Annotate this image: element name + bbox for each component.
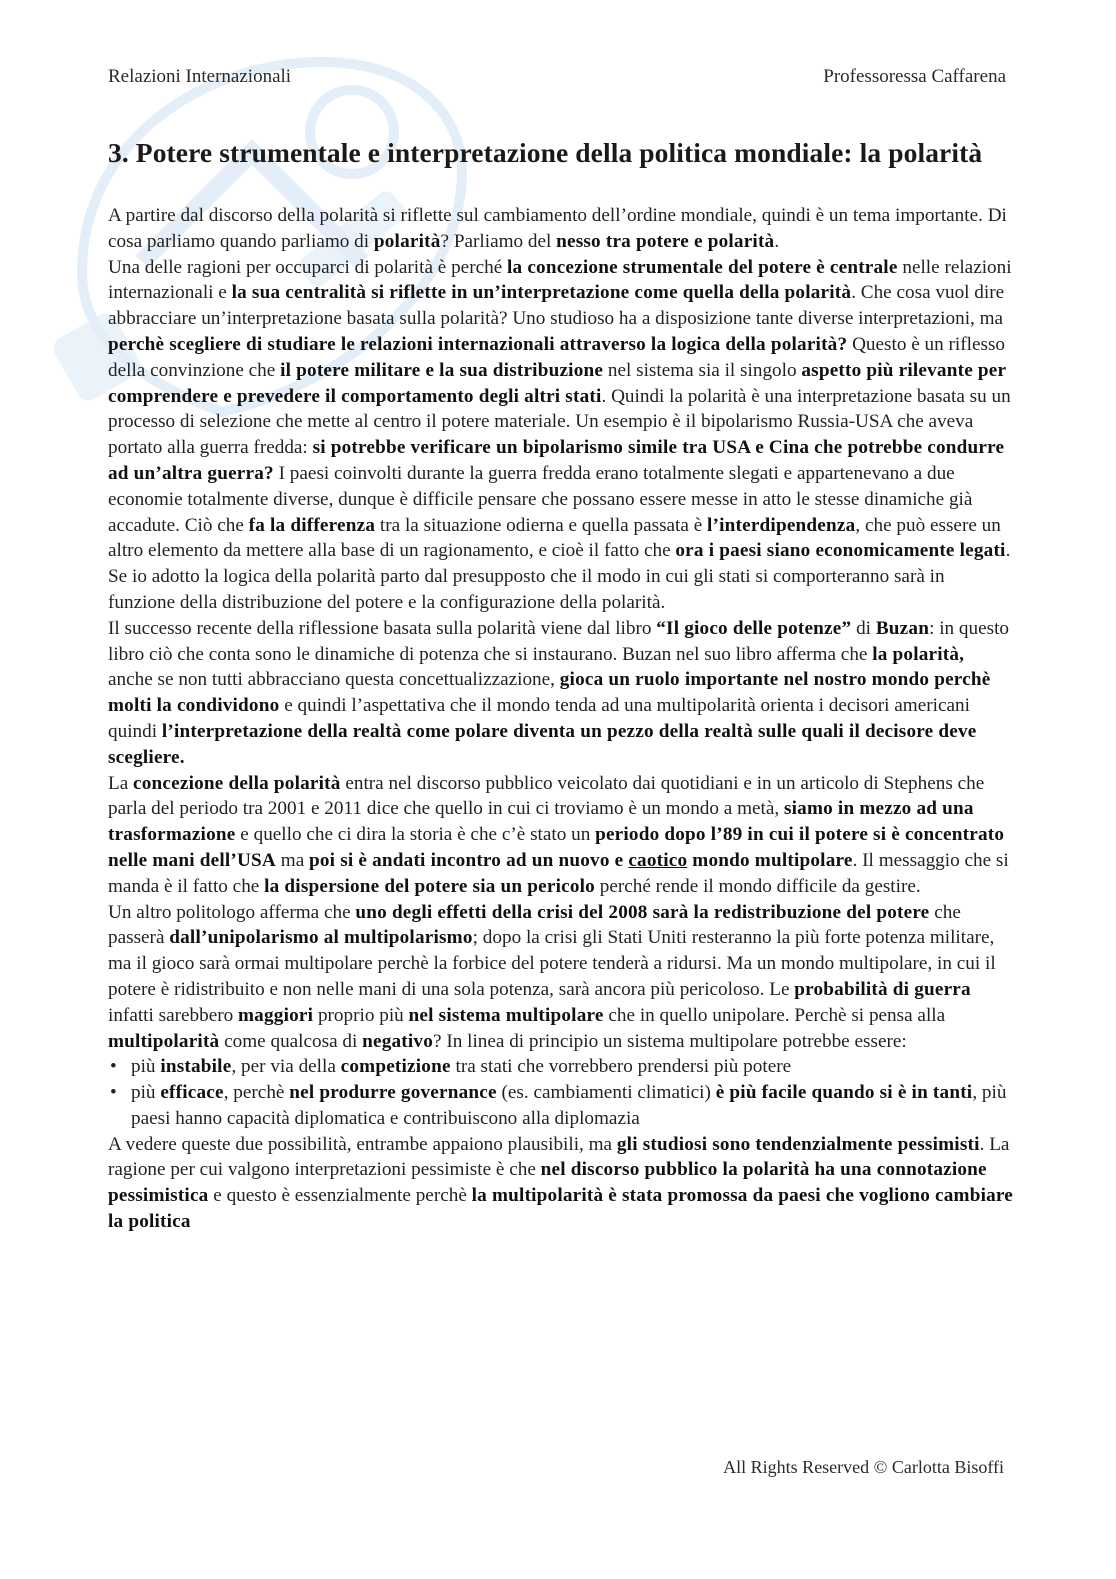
bold-text-run: negativo xyxy=(362,1030,434,1052)
paragraph xyxy=(108,1132,1013,1235)
text-run: . Il messaggio che si manda è il fatto che xyxy=(108,849,1009,897)
copyright-footer: All Rights Reserved © Carlotta Bisoffi xyxy=(723,1457,1004,1477)
list-item xyxy=(108,1054,1013,1080)
running-header xyxy=(108,66,1006,88)
bold-text-run: maggiori xyxy=(238,1004,314,1026)
paragraph xyxy=(108,771,1013,900)
bold-text-run: nel discorso pubblico la polarità ha una connotazione pessimistica xyxy=(108,1159,987,1207)
text-run: Una delle ragioni per occuparci di polarità è perché xyxy=(108,256,508,278)
text-run: entra nel discorso pubblico veicolato dai quotidiani e in un articolo di Stephens che parla del periodo tra 2001 e 2011 dice che quello in cui ci troviamo è un mondo a metà, xyxy=(108,772,985,820)
bold-text-run: siamo in mezzo ad una trasformazione xyxy=(108,798,974,846)
text-run: tra stati che vorrebbero prendersi più potere xyxy=(450,1056,792,1078)
bold-text-run: caotico xyxy=(628,849,688,871)
bold-text-run: la concezione strumentale del potere è centrale xyxy=(507,256,898,278)
text-run: Se io adotto la logica della polarità parto dal presupposto che il modo in cui gli stati si comporteranno sarà in funzione della distribuzione del potere e la configurazione della polarità. xyxy=(108,566,945,613)
text-run: anche se non tutti abbracciano questa concettualizzazione, xyxy=(108,669,560,691)
bold-text-run: perchè scegliere di studiare le relazioni internazionali attraverso la logica della polarità? xyxy=(108,333,848,355)
text-run: ; dopo la crisi gli Stati Uniti resteranno la più forte potenza militare, ma il gioco sarà ormai multipolare perchè la forbice del potere tenderà a ridursi. Ma un mondo multipolare, in cui il potere è ridistribuito e non nelle mani di una sola potenza, sarà ancora più pericoloso. Le xyxy=(108,927,996,1000)
text-run: , per via della xyxy=(231,1056,341,1078)
bold-text-run: la dispersione del potere sia un pericolo xyxy=(264,875,595,897)
text-run: e questo è essenzialmente perchè xyxy=(208,1185,472,1207)
text-run: La xyxy=(108,772,134,794)
bold-text-run: multipolarità xyxy=(108,1030,220,1052)
text-run: . xyxy=(774,230,780,252)
bold-text-run: la sua centralità si riflette in un’interpretazione come quella della polarità xyxy=(231,282,852,304)
bold-text-run: aspetto più rilevante per comprendere e prevedere il comportamento degli altri stati xyxy=(108,359,1006,407)
paragraph xyxy=(108,564,1013,616)
text-run: I paesi coinvolti durante la guerra fredda erano totalmente slegati e appartenevano a due economie totalmente diverse, dunque è difficile pensare che possano essere messe in atto le stesse dinamiche già accadute. Ciò che xyxy=(108,462,973,536)
bold-text-run: uno degli effetti della crisi del 2008 sarà la redistribuzione del potere xyxy=(355,901,930,923)
list-item xyxy=(108,1080,1013,1132)
bold-text-run: dall’unipolarismo al multipolarismo xyxy=(169,927,473,949)
text-run: proprio più xyxy=(313,1004,409,1026)
bold-text-run: è più facile quando si è in tanti xyxy=(715,1082,973,1104)
bold-text-run: periodo dopo l’89 in cui il potere si è concentrato nelle mani dell’USA xyxy=(108,824,1005,871)
text-run: che in quello unipolare. Perchè si pensa alla xyxy=(603,1004,946,1026)
bold-text-run: si potrebbe verificare un bipolarismo simile tra USA e Cina che potrebbe condurre ad un’altra guerra? xyxy=(108,437,1005,484)
text-run: Un altro politologo afferma che xyxy=(108,901,356,923)
text-run: perché rende il mondo difficile da gestire. xyxy=(594,875,921,897)
text-run: : in questo libro ciò che conta sono le dinamiche di potenza che si instaurano. Buzan nel suo libro afferma che xyxy=(108,617,1010,665)
text-run: ? Parliamo del xyxy=(440,230,557,252)
text-run: come qualcosa di xyxy=(219,1030,363,1052)
bold-text-run: nesso tra potere e polarità xyxy=(556,230,775,252)
bold-text-run: probabilità di guerra xyxy=(794,978,971,1000)
text-run: (es. cambiamenti climatici) xyxy=(496,1082,716,1104)
bullet-list xyxy=(108,1054,1013,1131)
bold-text-run: nel produrre governance xyxy=(289,1082,497,1104)
text-run: . La ragione per cui valgono interpretazioni pessimiste è che xyxy=(108,1133,1010,1181)
bold-text-run: poi si è andati incontro ad un nuovo e xyxy=(309,849,629,871)
text-run: e quello che ci dira la storia è che c’è stato un xyxy=(235,824,596,846)
document-body xyxy=(108,203,1013,1235)
bold-text-run: mondo multipolare xyxy=(687,849,853,871)
paragraph xyxy=(108,203,1013,255)
text-run: nelle relazioni internazionali e xyxy=(108,256,1012,304)
bold-text-run: gioca un ruolo importante nel nostro mondo perchè molti la condividono xyxy=(108,669,991,717)
bold-text-run: ora i paesi siano economicamente legati xyxy=(675,540,1006,562)
bold-text-run: instabile xyxy=(160,1056,232,1078)
text-run: A vedere queste due possibilità, entrambe appaiono plausibili, ma xyxy=(108,1133,617,1155)
paragraph xyxy=(108,616,1013,771)
text-run: , che può essere un altro elemento da mettere alla base di un ragionamento, e cioè il fatto che xyxy=(108,514,1001,562)
bold-text-run: fa la differenza xyxy=(248,514,376,536)
text-run: più xyxy=(131,1056,161,1078)
text-run: ? In linea di principio un sistema multipolare potrebbe essere: xyxy=(433,1030,907,1052)
text-run: . xyxy=(1005,540,1011,562)
bold-text-run: efficace xyxy=(160,1082,224,1104)
paragraph xyxy=(108,255,1013,565)
text-run: ma xyxy=(275,849,310,871)
text-run: e quindi l’aspettativa che il mondo tenda ad una multipolarità orienta i decisori americani quindi xyxy=(108,695,970,742)
bold-text-run: la polarità, xyxy=(872,643,965,665)
bold-text-run: Buzan xyxy=(875,617,930,639)
bold-text-run: l’interpretazione della realtà come polare diventa un pezzo della realtà sulle quali il decisore deve scegliere. xyxy=(108,720,977,768)
bold-text-run: competizione xyxy=(340,1056,451,1078)
text-run: . Che cosa vuol dire abbracciare un’interpretazione basata sulla polarità? Uno studioso ha a disposizione tante diverse interpretazioni, ma xyxy=(108,282,1005,330)
bold-text-run: “Il gioco delle potenze” xyxy=(656,617,852,639)
text-run: Il successo recente della riflessione basata sulla polarità viene dal libro xyxy=(108,617,657,639)
text-run: Questo è un riflesso della convinzione che xyxy=(108,333,1006,381)
text-run: nel sistema sia il singolo xyxy=(603,359,802,381)
page-title: 3. Potere strumentale e interpretazione della politica mondiale: la polarità xyxy=(108,137,983,168)
bold-text-run: la multipolarità è stata promossa da paesi che vogliono cambiare la politica xyxy=(108,1185,1013,1233)
text-run: infatti sarebbero xyxy=(108,1004,238,1026)
text-run: tra la situazione odierna e quella passata è xyxy=(375,514,708,536)
bold-text-run: polarità xyxy=(373,230,441,252)
bold-text-run: l’interdipendenza xyxy=(707,514,856,536)
bold-text-run: nel sistema multipolare xyxy=(408,1004,604,1026)
bold-text-run: concezione della polarità xyxy=(133,772,341,794)
header-professor: Professoressa Caffarena xyxy=(823,66,1006,87)
text-run: , perchè xyxy=(223,1082,290,1104)
text-run: A partire dal discorso della polarità si riflette sul cambiamento dell’ordine mondiale, quindi è un tema importante. Di cosa parliamo quando parliamo di xyxy=(108,205,1007,252)
paragraph xyxy=(108,900,1013,1055)
text-run: . Quindi la polarità è una interpretazione basata su un processo di selezione che mette al centro il potere materiale. Un esempio è il bipolarismo Russia-USA che aveva portato alla guerra fredda: xyxy=(108,385,1011,459)
text-run: , più paesi hanno capacità diplomatica e contribuiscono alla diplomazia xyxy=(131,1082,1007,1129)
header-course: Relazioni Internazionali xyxy=(108,66,292,87)
bold-text-run: gli studiosi sono tendenzialmente pessimisti xyxy=(616,1133,980,1155)
bold-text-run: il potere militare e la sua distribuzione xyxy=(280,359,604,381)
text-run: di xyxy=(851,617,876,639)
text-run: più xyxy=(131,1082,161,1104)
text-run: che passerà xyxy=(108,901,961,949)
